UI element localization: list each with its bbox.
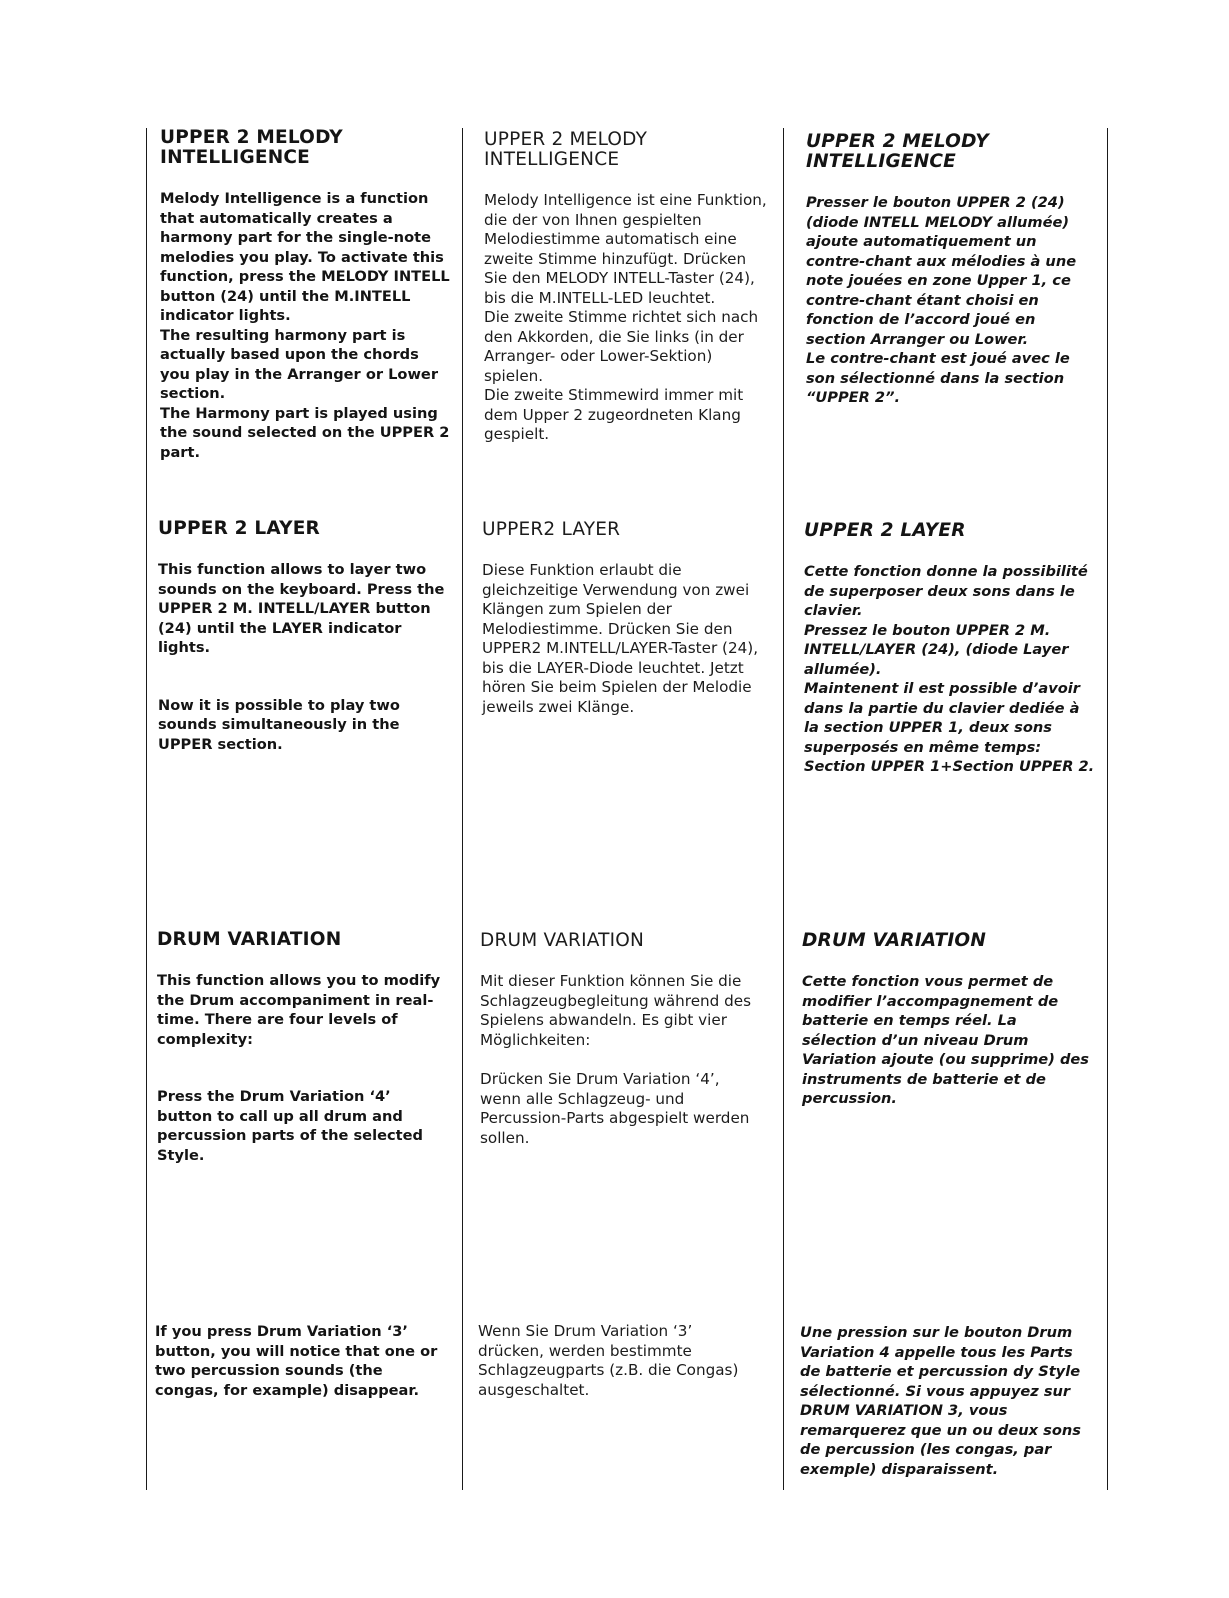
de-drum-paragraph-2: Drücken Sie Drum Variation ‘4’, wenn alle Schlagzeug- und Percussion-Parts abgespielt werden sollen. <box>480 1070 750 1147</box>
fr-layer-paragraph-3: Maintenent il est possible d’avoir dans la partie du clavier dediée à la section UPPER 1, deux sons superposés en même temps: Section UPPER 1+Section UPPER 2. <box>804 680 1095 775</box>
fr-drum3-paragraph: Une pression sur le bouton Drum Variation 4 appelle tous les Parts de batterie et percussion dy Style sélectionné. Si vous appuyez sur DRUM VARIATION 3, vous remarquerez que un ou deux sons de percussion (les congas, par exemple) disparaissent. <box>800 1324 1081 1478</box>
en-melody-paragraph-2: The resulting harmony part is actually based upon the chords you play in the Arranger or Lower section. <box>160 326 439 402</box>
en-drum3-paragraph: If you press Drum Variation ‘3’ button, you will notice that one or two percussion sounds (the congas, for example) disappear. <box>155 1323 438 1399</box>
column-rule-middle <box>462 128 463 1490</box>
column-rule-left <box>146 128 147 1490</box>
en-drum-section <box>157 930 449 1165</box>
fr-melody-paragraph-2: Le contre-chant est joué avec le son sélectionné dans la section “UPPER 2”. <box>806 350 1070 406</box>
en-drum-paragraph-1: This function allows you to modify the Drum accompaniment in real-time. There are four levels of complexity: <box>157 972 441 1048</box>
en-layer-paragraph-2: Now it is possible to play two sounds simultaneously in the UPPER section. <box>158 696 400 753</box>
column-rule-right <box>783 128 784 1490</box>
fr-layer-title: UPPER 2 LAYER <box>804 520 966 541</box>
de-drum-paragraph-1: Mit dieser Funktion können Sie die Schlagzeugbegleitung während des Spielens abwandeln. Es gibt vier Möglichkeiten: <box>480 972 752 1049</box>
fr-drum-section <box>802 931 1094 1109</box>
de-layer-paragraph-1: Diese Funktion erlaubt die gleichzeitige Verwendung von zwei Klängen zum Spielen der Melodiestimme. Drücken Sie den UPPER2 M.INTELL/LAYER-Taster (24), bis die LAYER-Diode leuchtet. Jetzt hören Sie beim Spielen der Melodie jeweils zwei Klänge. <box>482 561 759 716</box>
fr-drum-title: DRUM VARIATION <box>802 930 987 951</box>
de-drum3-section <box>478 1322 763 1400</box>
en-layer-title: UPPER 2 LAYER <box>158 518 320 539</box>
fr-drum-paragraph-1: Cette fonction vous permet de modifier l’accompagnement de batterie en temps réel. La sélection d’un niveau Drum Variation ajoute (ou supprime) des instruments de batterie et de percussion. <box>802 973 1089 1107</box>
fr-layer-section <box>804 521 1096 777</box>
de-drum-title: DRUM VARIATION <box>480 930 645 951</box>
en-layer-section <box>158 519 450 754</box>
en-layer-paragraph-1: This function allows to layer two sounds on the keyboard. Press the UPPER 2 M. INTELL/LAYER button (24) until the LAYER indicator lights. <box>158 561 445 656</box>
column-rule-far-right <box>1107 128 1108 1490</box>
fr-drum3-section <box>800 1323 1092 1479</box>
fr-layer-paragraph-1: Cette fonction donne la possibilité de superposer deux sons dans le clavier. <box>804 563 1088 619</box>
de-melody-paragraph-2: Die zweite Stimme richtet sich nach den Akkorden, die Sie links (in der Arranger- oder Lower-Sektion) spielen. <box>484 308 759 385</box>
fr-melody-paragraph-1: Presser le bouton UPPER 2 (24) (diode INTELL MELODY allumée) ajoute automatiquement un contre-chant aux mélodies à une note jouées en zone Upper 1, ce contre-chant étant choisi en fonction de l’accord joué en section Arranger ou Lower. <box>806 194 1077 348</box>
en-melody-paragraph-3: The Harmony part is played using the sound selected on the UPPER 2 part. <box>160 404 450 461</box>
de-layer-section <box>482 520 767 717</box>
de-drum-section <box>480 931 765 1148</box>
de-layer-title: UPPER2 LAYER <box>482 519 621 540</box>
en-drum-title: DRUM VARIATION <box>157 929 342 950</box>
de-melody-paragraph-3: Die zweite Stimmewird immer mit dem Upper 2 zugeordneten Klang gespielt. <box>484 386 744 443</box>
en-drum3-section <box>155 1322 447 1400</box>
fr-melody-section <box>806 132 1098 408</box>
en-melody-title: UPPER 2 MELODY INTELLIGENCE <box>160 127 343 168</box>
de-drum3-paragraph: Wenn Sie Drum Variation ‘3’ drücken, werden bestimmte Schlagzeugparts (z.B. die Congas) ausgeschaltet. <box>478 1322 739 1399</box>
en-melody-paragraph-1: Melody Intelligence is a function that automatically creates a harmony part for the single-note melodies you play. To activate this function, press the MELODY INTELL button (24) until the M.INTELL indicator lights. <box>160 190 450 324</box>
de-melody-section <box>484 130 769 445</box>
fr-melody-title: UPPER 2 MELODY INTELLIGENCE <box>806 131 989 172</box>
fr-layer-paragraph-2: Pressez le bouton UPPER 2 M. INTELL/LAYER (24), (diode Layer allumée). <box>804 621 1069 678</box>
de-melody-paragraph-1: Melody Intelligence ist eine Funktion, die der von Ihnen gespielten Melodiestimme automatisch eine zweite Stimme hinzufügt. Drücken Sie den MELODY INTELL-Taster (24), bis die M.INTELL-LED leuchtet. <box>484 191 767 307</box>
en-melody-section <box>160 128 452 462</box>
de-melody-title: UPPER 2 MELODY INTELLIGENCE <box>484 129 648 170</box>
en-drum-paragraph-2: Press the Drum Variation ‘4’ button to call up all drum and percussion parts of the selected Style. <box>157 1088 423 1164</box>
